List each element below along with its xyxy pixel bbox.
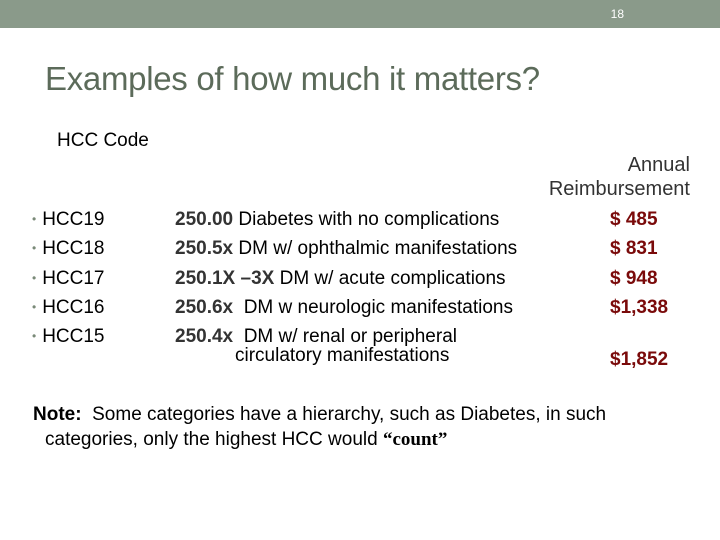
list-item	[175, 293, 517, 322]
footnote	[33, 402, 705, 452]
note-text-continued	[33, 427, 705, 452]
list-item	[32, 205, 105, 234]
icd-code: 250.4x	[175, 326, 234, 348]
note-emphasis: “count”	[382, 429, 448, 450]
icd-code: 250.6x	[175, 296, 234, 318]
icd-code: 250.5x	[175, 238, 234, 260]
hcc-code: HCC15	[42, 326, 105, 348]
diagnosis-description: DM w/ ophthalmic manifestations	[238, 238, 518, 260]
list-item	[175, 264, 517, 293]
list-item	[32, 322, 105, 351]
note-text-line-2: categories, only the highest HCC would	[45, 429, 378, 450]
note-label: Note:	[33, 404, 82, 425]
list-item	[32, 234, 105, 263]
list-item	[32, 293, 105, 322]
column-header-annual-reimbursement	[490, 153, 690, 201]
diagnosis-description: Diabetes with no complications	[238, 209, 500, 230]
hcc-code: HCC16	[42, 296, 105, 318]
reimbursement-amount: $ 948	[610, 267, 658, 289]
slide-number: 18	[610, 7, 624, 21]
hcc-code: HCC17	[42, 267, 105, 289]
icd-code: 250.00	[175, 209, 234, 230]
diagnosis-description-continued: circulatory manifestations	[235, 345, 450, 367]
reimbursement-amount: $ 485	[610, 209, 658, 230]
column-header-line-1: Annual	[627, 154, 690, 176]
reimbursement-amount: $1,338	[610, 296, 669, 318]
bullet-icon: •	[32, 241, 37, 256]
note-text: Some categories have a hierarchy, such as Diabetes, in such	[92, 404, 607, 425]
hcc-code: HCC19	[42, 209, 105, 230]
reimbursement-list	[610, 205, 668, 374]
bullet-icon: •	[32, 299, 37, 314]
diagnosis-description: DM w/ renal or peripheral	[243, 326, 457, 348]
diagnosis-description: DM w neurologic manifestations	[243, 296, 513, 318]
hcc-code: HCC18	[42, 238, 105, 260]
list-item	[175, 322, 517, 367]
diagnosis-list	[175, 205, 517, 367]
column-header-line-2: Reimbursement	[548, 178, 690, 200]
slide-header-bar	[0, 0, 720, 28]
reimbursement-amount: $ 831	[610, 238, 658, 260]
column-header-hcc-code: HCC Code	[57, 130, 149, 151]
bullet-icon: •	[32, 212, 37, 226]
diagnosis-description: DM w/ acute complications	[279, 267, 506, 289]
list-item	[32, 264, 105, 293]
icd-code: 250.1X –3X	[175, 267, 275, 289]
bullet-icon: •	[32, 270, 37, 285]
slide-title: Examples of how much it matters?	[45, 60, 540, 97]
list-item	[175, 234, 517, 263]
reimbursement-amount: $1,852	[610, 349, 669, 371]
list-item	[175, 205, 517, 234]
bullet-icon: •	[32, 329, 37, 344]
hcc-code-list	[32, 205, 105, 351]
